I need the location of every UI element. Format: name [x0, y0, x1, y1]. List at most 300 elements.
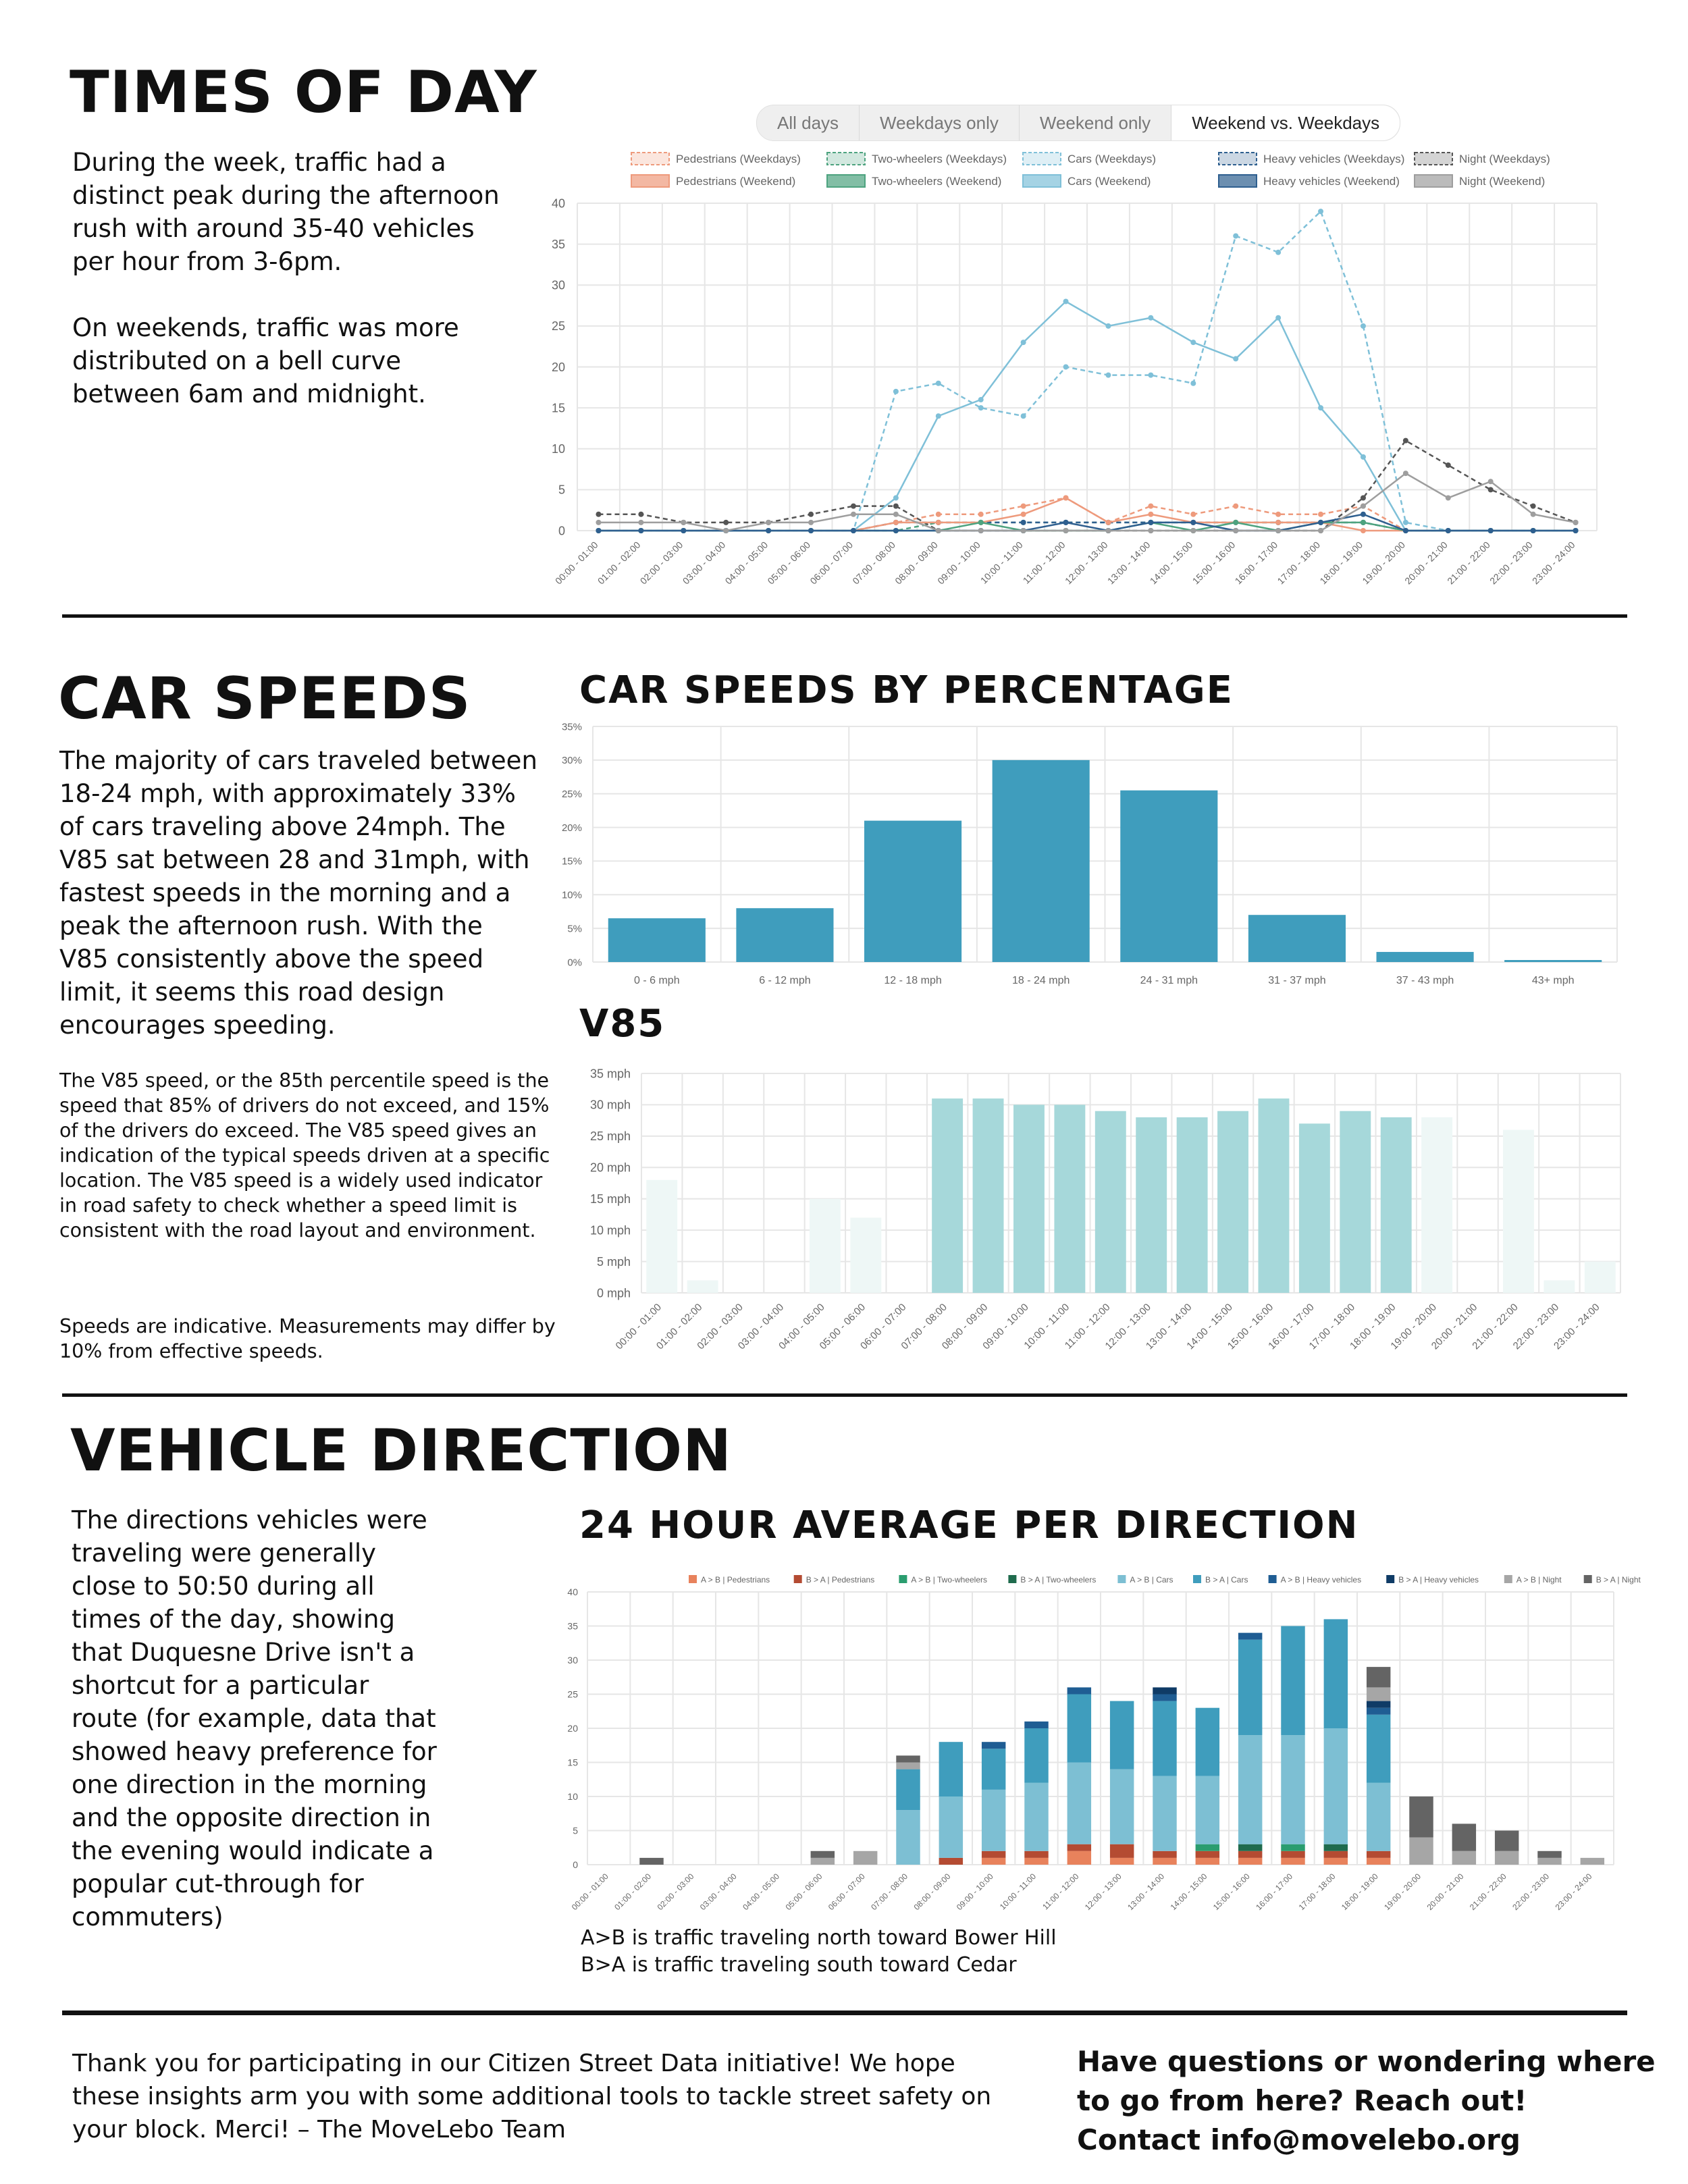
data-point [1361, 323, 1366, 329]
x-tick-label: 06:00 - 07:00 [826, 1871, 867, 1913]
data-point [638, 528, 643, 533]
speed-bar [993, 760, 1090, 962]
data-point [808, 528, 814, 533]
v85-explainer: The V85 speed, or the 85th percentile speed is the speed that 85% of drivers do not exceed, and 15% of the drivers do exceed. The V85 speed gives an indication of the typical speeds driven at a specific location. The V85 speed is a widely used indicator in road safety to check whether a speed limit is consistent with the road layout and environment. [59, 1069, 550, 1242]
data-point [936, 512, 941, 517]
data-point [893, 504, 899, 509]
legend-swatch [1386, 1575, 1394, 1583]
data-point [1063, 520, 1069, 525]
legend-swatch [1415, 175, 1452, 187]
v85-title: V85 [579, 1002, 666, 1046]
x-tick-label: 07:00 - 08:00 [869, 1871, 910, 1913]
v85-bar [646, 1180, 677, 1293]
section-divider [62, 1393, 1627, 1397]
speed-bar [1377, 952, 1474, 962]
x-tick-label: 04:00 - 05:00 [776, 1301, 827, 1352]
legend-label: A > B | Heavy vehicles [1280, 1575, 1362, 1584]
data-point [1531, 512, 1536, 517]
x-tick-label: 09:00 - 10:00 [954, 1871, 995, 1913]
legend-label: Heavy vehicles (Weekdays) [1263, 153, 1405, 165]
data-point [1573, 520, 1579, 525]
data-point [1233, 528, 1238, 533]
x-tick-label: 08:00 - 09:00 [912, 1871, 953, 1913]
legend-label: B > A | Cars [1205, 1575, 1248, 1584]
x-tick-label: 06:00 - 07:00 [858, 1301, 909, 1352]
stacked-segment [1024, 1728, 1048, 1783]
v85-bar [687, 1280, 718, 1293]
data-point [1148, 315, 1153, 321]
v85-bar [1013, 1104, 1045, 1293]
legend-label: A > B | Night [1516, 1575, 1562, 1584]
legend-swatch [631, 175, 669, 187]
x-tick-label: 22:00 - 23:00 [1510, 1871, 1552, 1913]
data-point [1275, 250, 1281, 255]
data-point [936, 528, 941, 533]
x-tick-label: 03:00 - 04:00 [697, 1871, 739, 1913]
note-ab: A>B is traffic traveling north toward Bower Hill [581, 1926, 1057, 1950]
x-tick-label: 02:00 - 03:00 [695, 1301, 745, 1352]
y-tick-label: 15 [551, 401, 565, 415]
x-tick-label: 23:00 - 24:00 [1552, 1301, 1602, 1352]
data-point [1063, 528, 1069, 533]
speed-bar [1504, 960, 1602, 962]
x-tick-label: 11:00 - 12:00 [1062, 1301, 1113, 1352]
legend-label: Two-wheelers (Weekdays) [872, 153, 1007, 165]
x-tick-label: 15:00 - 16:00 [1225, 1301, 1276, 1352]
legend-label: Cars (Weekdays) [1067, 153, 1156, 165]
y-tick-label: 15 [567, 1757, 578, 1768]
data-point [936, 413, 941, 419]
data-point [1190, 528, 1196, 533]
v85-bar [1054, 1104, 1085, 1293]
v85-bar [1299, 1123, 1330, 1293]
y-tick-label: 0 [573, 1859, 578, 1870]
tab-weekend-only[interactable]: Weekend only [1020, 105, 1171, 140]
stacked-segment [1024, 1858, 1048, 1865]
stacked-segment [939, 1796, 963, 1858]
stacked-segment [1153, 1858, 1176, 1865]
legend-label: Heavy vehicles (Weekend) [1263, 175, 1400, 188]
x-tick-label: 18 - 24 mph [1011, 975, 1070, 986]
v85-bar [1136, 1117, 1167, 1293]
data-point [766, 528, 771, 533]
y-tick-label: 25 [567, 1688, 578, 1700]
x-tick-label: 22:00 - 23:00 [1487, 539, 1535, 587]
data-point [766, 520, 771, 525]
x-tick-label: 01:00 - 02:00 [595, 539, 643, 587]
stacked-segment [1281, 1735, 1304, 1844]
stacked-segment [1238, 1735, 1262, 1844]
data-point [1275, 528, 1281, 533]
x-tick-label: 17:00 - 18:00 [1275, 539, 1323, 587]
legend-swatch [1219, 175, 1257, 187]
x-tick-label: 18:00 - 19:00 [1348, 1301, 1398, 1352]
stacked-segment [939, 1742, 963, 1796]
data-point [1190, 381, 1196, 386]
contact-cta [1077, 2042, 1656, 2160]
stacked-segment [1024, 1783, 1048, 1851]
data-point [1361, 512, 1366, 517]
legend-label: B > A | Heavy vehicles [1398, 1575, 1479, 1584]
y-tick-label: 10 [551, 442, 565, 456]
legend-label: Pedestrians (Weekend) [676, 175, 796, 188]
direction-stacked-chart [533, 1565, 1641, 1916]
stacked-segment [853, 1851, 877, 1865]
y-tick-label: 15 mph [589, 1192, 631, 1206]
data-point [1403, 528, 1408, 533]
x-tick-label: 09:00 - 10:00 [980, 1301, 1031, 1352]
stacked-segment [1452, 1823, 1476, 1850]
x-tick-label: 16:00 - 17:00 [1254, 1871, 1295, 1913]
x-tick-label: 15:00 - 16:00 [1211, 1871, 1252, 1913]
stacked-segment [939, 1858, 963, 1865]
data-point [1531, 504, 1536, 509]
x-tick-label: 19:00 - 20:00 [1360, 539, 1407, 587]
y-tick-label: 35 [567, 1620, 578, 1632]
stacked-segment [1067, 1851, 1091, 1865]
x-tick-label: 02:00 - 03:00 [655, 1871, 696, 1913]
stacked-segment [1324, 1858, 1348, 1865]
x-tick-label: 12 - 18 mph [884, 975, 942, 986]
data-point [1190, 512, 1196, 517]
y-tick-label: 20% [561, 822, 582, 834]
vehicle-direction-title: VEHICLE DIRECTION [70, 1417, 733, 1485]
stacked-segment [1281, 1858, 1304, 1865]
x-tick-label: 43+ mph [1531, 975, 1575, 986]
legend-swatch [1023, 153, 1061, 165]
x-tick-label: 14:00 - 15:00 [1147, 539, 1195, 587]
cta-contact[interactable]: Contact info@movelebo.org [1077, 2123, 1521, 2156]
v85-bar [1421, 1117, 1452, 1293]
data-point [1446, 496, 1451, 501]
x-gridlines [641, 1073, 1620, 1293]
x-tick-label: 21:00 - 22:00 [1467, 1871, 1508, 1913]
stacked-segment [982, 1742, 1005, 1749]
y-tick-label: 20 [551, 360, 565, 374]
stacked-segment [1067, 1695, 1091, 1763]
tab-all-days[interactable]: All days [757, 105, 860, 140]
y-tick-label: 5 mph [596, 1254, 631, 1269]
x-tick-label: 20:00 - 21:00 [1402, 539, 1450, 587]
legend-swatch [1219, 153, 1257, 165]
y-tick-label: 10% [561, 889, 582, 901]
tab-weekdays-only[interactable]: Weekdays only [860, 105, 1020, 140]
stacked-segment [1324, 1851, 1348, 1858]
data-point [936, 520, 941, 525]
legend-swatch [1193, 1575, 1201, 1583]
data-point [596, 528, 601, 533]
legend-swatch [899, 1575, 907, 1583]
x-tick-label: 15:00 - 16:00 [1190, 539, 1238, 587]
x-tick-label: 31 - 37 mph [1268, 975, 1326, 986]
x-tick-label: 13:00 - 14:00 [1105, 539, 1153, 587]
x-tick-label: 04:00 - 05:00 [741, 1871, 782, 1913]
legend-label: A > B | Two-wheelers [911, 1575, 988, 1584]
stacked-segment [896, 1763, 920, 1769]
data-point [1403, 471, 1408, 476]
data-point [1361, 504, 1366, 509]
times-of-day-line-chart [527, 145, 1607, 591]
y-tick-label: 25 [551, 319, 565, 334]
speed-bar [608, 918, 706, 962]
stacked-segment [1324, 1844, 1348, 1851]
x-tick-label: 18:00 - 19:00 [1317, 539, 1365, 587]
car-speeds-pct-title: CAR SPEEDS BY PERCENTAGE [579, 668, 1234, 712]
data-point [851, 504, 856, 509]
data-point [978, 520, 984, 525]
x-tick-label: 19:00 - 20:00 [1382, 1871, 1423, 1913]
data-point [1446, 462, 1451, 468]
y-tick-label: 35 mph [589, 1067, 631, 1081]
data-point [1063, 365, 1069, 370]
x-tick-label: 07:00 - 08:00 [899, 1301, 949, 1352]
stacked-segment [1110, 1858, 1134, 1865]
x-tick-label: 00:00 - 01:00 [569, 1871, 610, 1913]
v85-bar [1381, 1117, 1412, 1293]
x-tick-label: 13:00 - 14:00 [1126, 1871, 1167, 1913]
data-point [1403, 438, 1408, 444]
stacked-segment [1581, 1858, 1604, 1865]
y-tick-label: 10 [567, 1790, 578, 1802]
tab-weekend-vs-weekdays[interactable]: Weekend vs. Weekdays [1171, 105, 1400, 140]
stacked-segment [1367, 1708, 1390, 1715]
y-tick-label: 30 [567, 1654, 578, 1666]
x-tick-label: 17:00 - 18:00 [1296, 1871, 1338, 1913]
car-speeds-percentage-chart [540, 716, 1634, 999]
data-point [1573, 528, 1579, 533]
data-point [1063, 299, 1069, 304]
data-point [978, 397, 984, 402]
x-tick-label: 12:00 - 13:00 [1103, 1301, 1154, 1352]
data-point [1021, 512, 1026, 517]
stacked-segment [1367, 1687, 1390, 1701]
legend-swatch [1584, 1575, 1592, 1583]
data-point [1063, 496, 1069, 501]
data-point [1318, 520, 1323, 525]
data-point [1361, 496, 1366, 501]
stacked-segment [1452, 1851, 1476, 1865]
section-divider [62, 614, 1627, 618]
day-filter-tabs [756, 105, 1400, 141]
x-tick-label: 16:00 - 17:00 [1266, 1301, 1317, 1352]
data-point [893, 496, 899, 501]
stacked-segment [1110, 1769, 1134, 1844]
data-point [1275, 512, 1281, 517]
stacked-segment [811, 1858, 835, 1865]
y-tick-label: 25% [561, 788, 582, 800]
cta-line-2: to go from here? Reach out! [1077, 2084, 1527, 2117]
data-point [893, 512, 899, 517]
v85-bar [1340, 1111, 1371, 1293]
legend-swatch [827, 153, 865, 165]
legend-swatch [1504, 1575, 1512, 1583]
stacked-segment [1281, 1851, 1304, 1858]
x-tick-label: 04:00 - 05:00 [722, 539, 770, 587]
x-tick-label: 05:00 - 06:00 [817, 1301, 868, 1352]
legend-swatch [794, 1575, 802, 1583]
y-tick-label: 40 [567, 1586, 578, 1597]
v85-bar [932, 1098, 963, 1293]
stacked-segment [1196, 1844, 1219, 1851]
stacked-segment [982, 1790, 1005, 1851]
data-point [638, 520, 643, 525]
x-tick-label: 0 - 6 mph [634, 975, 680, 986]
data-point [808, 520, 814, 525]
stacked-segment [1281, 1844, 1304, 1851]
data-point [1190, 520, 1196, 525]
x-tick-label: 22:00 - 23:00 [1510, 1301, 1562, 1352]
stacked-segment [1196, 1858, 1219, 1865]
legend-swatch [1008, 1575, 1016, 1583]
x-tick-label: 08:00 - 09:00 [893, 539, 940, 587]
v85-bar [810, 1199, 841, 1293]
x-tick-label: 06:00 - 07:00 [808, 539, 855, 587]
stacked-segment [1153, 1851, 1176, 1858]
data-point [681, 520, 686, 525]
data-point [978, 512, 984, 517]
x-tick-label: 12:00 - 13:00 [1082, 1871, 1124, 1913]
data-point [1531, 528, 1536, 533]
y-tick-label: 5% [567, 923, 582, 935]
stacked-segment [1495, 1831, 1519, 1851]
v85-bar [1259, 1098, 1290, 1293]
data-point [1021, 413, 1026, 419]
stacked-segment [982, 1749, 1005, 1790]
section-divider [62, 2010, 1627, 2015]
x-tick-label: 07:00 - 08:00 [850, 539, 897, 587]
x-tick-label: 09:00 - 10:00 [935, 539, 982, 587]
y-tick-label: 40 [551, 196, 565, 211]
data-point [1148, 512, 1153, 517]
stacked-segment [1367, 1858, 1390, 1865]
data-point [1361, 528, 1366, 533]
stacked-segment [1153, 1701, 1176, 1776]
v85-bar [1217, 1111, 1248, 1293]
data-point [1318, 528, 1323, 533]
data-point [681, 528, 686, 533]
x-tick-label: 02:00 - 03:00 [637, 539, 685, 587]
data-point [1403, 520, 1408, 525]
x-tick-label: 14:00 - 15:00 [1168, 1871, 1209, 1913]
times-of-day-title: TIMES OF DAY [70, 59, 537, 126]
x-tick-label: 23:00 - 24:00 [1553, 1871, 1594, 1913]
x-tick-label: 03:00 - 04:00 [680, 539, 728, 587]
x-tick-label: 37 - 43 mph [1396, 975, 1454, 986]
stacked-segment [1067, 1763, 1091, 1844]
stacked-segment [1196, 1708, 1219, 1776]
y-tick-label: 10 mph [589, 1223, 631, 1237]
y-tick-label: 5 [558, 483, 565, 497]
y-tick-label: 15% [561, 855, 582, 868]
data-point [1148, 504, 1153, 509]
stacked-segment [1367, 1701, 1390, 1708]
data-point [936, 381, 941, 386]
legend-label: B > A | Night [1595, 1575, 1641, 1584]
vehicle-direction-body: The directions vehicles were traveling were generally close to 50:50 during all times of the day, showing that Duquesne Drive isn't a shortcut for a particular route (for example, data that showed heavy preference for one direction in the morning and the opposite direction in the evening would indicate a popular cut-through for commuters) [72, 1506, 437, 1932]
y-tick-label: 35 [551, 237, 565, 251]
stacked-segment [1367, 1715, 1390, 1783]
y-tick-label: 25 mph [589, 1129, 631, 1144]
legend-label: A > B | Pedestrians [701, 1575, 770, 1584]
y-tick-label: 20 [567, 1722, 578, 1734]
x-tick-label: 17:00 - 18:00 [1307, 1301, 1358, 1352]
x-tick-label: 01:00 - 02:00 [612, 1871, 654, 1913]
y-tick-label: 0 [558, 524, 565, 538]
x-tick-label: 11:00 - 12:00 [1020, 539, 1067, 586]
stacked-segment [1324, 1728, 1348, 1844]
data-point [1488, 479, 1494, 484]
car-speeds-body: The majority of cars traveled between 18-24 mph, with approximately 33% of cars traveling above 24mph. The V85 sat between 28 and 31mph, with fastest speeds in the morning and a peak the afternoon rush. With the V85 consistently above the speed limit, it seems this road design encourages speeding. [59, 746, 537, 1040]
x-tick-label: 16:00 - 17:00 [1232, 539, 1280, 587]
x-tick-label: 14:00 - 15:00 [1184, 1301, 1235, 1352]
x-tick-label: 21:00 - 22:00 [1470, 1301, 1521, 1352]
x-tick-label: 21:00 - 22:00 [1445, 539, 1492, 587]
x-tick-label: 20:00 - 21:00 [1429, 1301, 1480, 1352]
stacked-segment [896, 1755, 920, 1762]
data-point [1105, 373, 1111, 378]
x-tick-label: 01:00 - 02:00 [654, 1301, 705, 1352]
note-ba: B>A is traffic traveling south toward Cedar [581, 1953, 1017, 1977]
data-point [1148, 373, 1153, 378]
legend-swatch [1023, 175, 1061, 187]
data-point [893, 528, 899, 533]
x-tick-label: 00:00 - 01:00 [613, 1301, 664, 1352]
legend-label: Cars (Weekend) [1067, 175, 1151, 188]
x-tick-label: 10:00 - 11:00 [978, 539, 1025, 586]
v85-bar [1585, 1262, 1616, 1293]
stacked-segment [1024, 1722, 1048, 1728]
v85-bar [973, 1098, 1004, 1293]
direction-chart-title: 24 HOUR AVERAGE PER DIRECTION [579, 1503, 1359, 1547]
times-of-day-body: During the week, traffic had a distinct peak during the afternoon rush with around 35-40 vehicles per hour from 3-6pm. On weekends, traffic was more distributed on a bell curve between 6am and midnight. [72, 148, 500, 408]
legend-swatch [689, 1575, 697, 1583]
x-tick-label: 05:00 - 06:00 [765, 539, 813, 587]
stacked-segment [1238, 1851, 1262, 1858]
data-point [723, 520, 729, 525]
x-tick-label: 08:00 - 09:00 [939, 1301, 991, 1352]
data-point [1233, 520, 1238, 525]
data-point [1361, 454, 1366, 460]
car-speeds-title: CAR SPEEDS [58, 665, 471, 733]
data-point [978, 528, 984, 533]
stacked-segment [1238, 1858, 1262, 1865]
data-point [978, 405, 984, 410]
v85-bar [1503, 1130, 1534, 1293]
legend-swatch [1415, 153, 1452, 165]
data-point [596, 520, 601, 525]
data-point [638, 512, 643, 517]
y-tick-label: 30 [551, 278, 565, 292]
stacked-segment [1153, 1695, 1176, 1701]
data-point [1021, 520, 1026, 525]
x-tick-label: 12:00 - 13:00 [1062, 539, 1110, 587]
x-tick-label: 18:00 - 19:00 [1339, 1871, 1380, 1913]
stacked-segment [639, 1858, 663, 1865]
data-point [1488, 528, 1494, 533]
x-tick-label: 10:00 - 11:00 [997, 1871, 1038, 1912]
stacked-segment [1238, 1844, 1262, 1851]
v85-bar [1544, 1280, 1575, 1293]
stacked-segment [1537, 1858, 1561, 1865]
stacked-segment [896, 1769, 920, 1811]
data-point [1021, 528, 1026, 533]
stacked-segment [1238, 1640, 1262, 1735]
data-point [1275, 520, 1281, 525]
legend-label: B > A | Pedestrians [806, 1575, 875, 1584]
stacked-segment [1196, 1776, 1219, 1844]
legend-label: Pedestrians (Weekdays) [676, 153, 801, 165]
stacked-segment [1367, 1783, 1390, 1851]
